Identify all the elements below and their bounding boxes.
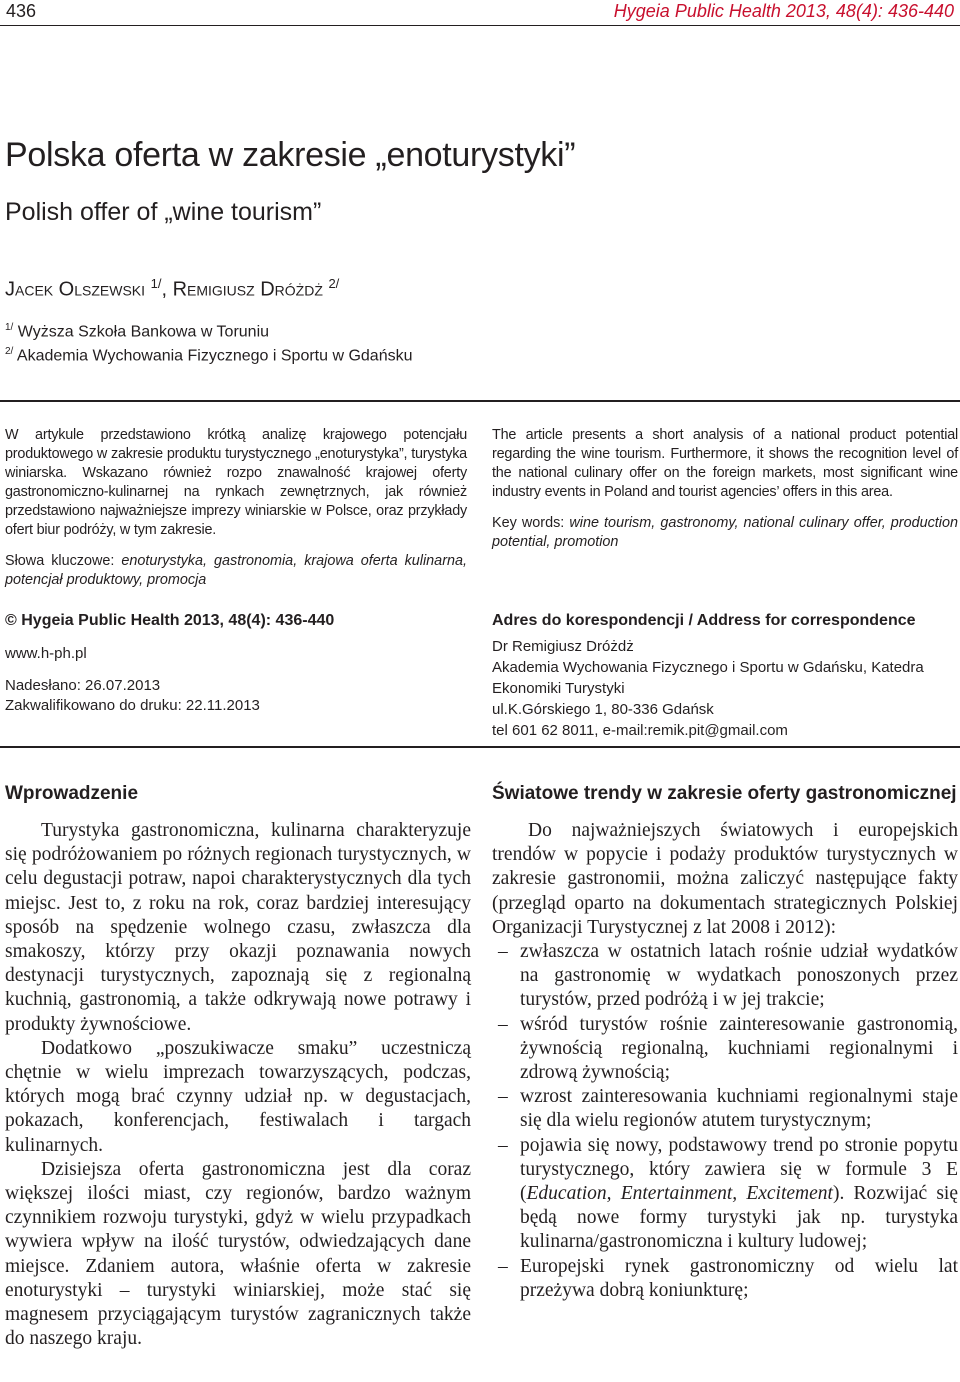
running-header <box>0 0 960 26</box>
correspondence-name: Dr Remigiusz Dróżdż <box>492 638 634 655</box>
affiliation-marker: 1/ <box>150 276 162 291</box>
keywords <box>492 514 958 552</box>
paragraph: Dzisiejsza oferta gastronomiczna jest dla coraz większej ilości miast, czy regionów, bardzo ważnym czynnikiem rozwoju turystyki, gdyż w wielu przypadkach wywiera wpływ na ilość turystów, odwiedzających dane miejsce. Zdaniem autora, właśnie oferta w zakresie enoturystyki – turystyki winiarskiej, może stać się magnesem przyciągającym turystów zagranicznych także do naszego kraju. <box>5 1158 471 1350</box>
paragraph: Turystyka gastronomiczna, kulinarna charakteryzuje się podróżowaniem po różnych regionach turystycznych, w celu degustacji potraw, napoi charakterystycznych dla tych miejsc. Jest to, z roku na rok, coraz bardziej interesujący sposób na spędzenie wolnego czasu, zwłaszcza dla smakoszy, którzy przy okazji poznawania nowych destynacji turystycznych, zapoznają się z regionalną kuchnią, gastronomią, a także odkrywają nowe potrawy i produkty żywnościowe. <box>5 820 471 1035</box>
list-item <box>492 1134 958 1255</box>
trends-list <box>492 940 958 1303</box>
section-heading: Światowe trendy w zakresie oferty gastronomicznej <box>492 783 957 804</box>
paragraph: Dodatkowo „poszukiwacze smaku” uczestniczą chętnie w wielu imprezach towarzyszących, podczas, których mogą brać czynny udział np. w degustacjach, pokazach, konferencjach, festiwalach i targach kulinarnych. <box>5 1037 471 1156</box>
correspondence-institution: Akademia Wychowania Fizycznego i Sportu w Gdańsku, Katedra Ekonomiki Turystyki <box>492 659 924 697</box>
correspondence-block <box>492 612 958 741</box>
affiliation-marker: 2/ <box>5 346 14 357</box>
author-separator: , <box>161 278 173 301</box>
list-item: – wśród turystów rośnie zainteresowanie gastronomią, żywnością regionalną, kuchniami regionalnymi i zdrową żywnością; <box>492 1013 958 1086</box>
list-item: – Europejski rynek gastronomiczny od wielu lat przeżywa dobrą koniunkturę; <box>492 1255 958 1303</box>
correspondence-street: ul.K.Górskiego 1, 80-336 Gdańsk <box>492 701 714 718</box>
divider <box>0 400 960 402</box>
list-item-text: pojawia się nowy, podstawowy trend po stronie popytu turystycznego, który zawiera się w formule 3 E ( <box>520 1134 958 1205</box>
journal-reference: Hygeia Public Health 2013, 48(4): 436-440 <box>613 1 954 21</box>
list-item-text: ). Rozwijać się będą nowe formy turystyki jak np. turystyka kulinarna/gastronomiczna i kultury ludowej; <box>520 1183 958 1253</box>
article-subtitle: Polish offer of „wine tourism” <box>5 198 322 226</box>
author-name: Remigiusz Dróżdż <box>172 278 323 301</box>
affiliation <box>5 346 413 365</box>
keywords-list: enoturystyka, gastronomia, krajowa oferta kulinarna, potencjał produktowy, promocja <box>5 553 467 588</box>
list-item-emphasis: Education, Entertainment, Excitement <box>526 1183 833 1205</box>
divider <box>0 746 960 748</box>
keywords-label: Słowa kluczowe: <box>5 553 122 569</box>
list-item: – zwłaszcza w ostatnich latach rośnie udział wydatków na gastronomię w wydatkach ponoszonych przez turystów, przed podróżą i w jej trakcie; <box>492 940 958 1013</box>
author-name: Jacek Olszewski <box>5 278 146 301</box>
keywords-label: Key words: <box>492 515 570 531</box>
affiliation-text: Akademia Wychowania Fizycznego i Sportu w Gdańsku <box>13 347 413 365</box>
intro-section <box>5 782 471 1351</box>
correspondence-heading: Adres do korespondencji / Address for correspondence <box>492 612 916 629</box>
abstract-polish <box>5 426 467 590</box>
paragraph: Do najważniejszych światowych i europejskich trendów w popycie i podaży produktów turystycznych w zakresie gastronomii, można zaliczyć następujące fakty (przegląd oparto na dokumentach strategicznych Polskiej Organizacji Turystycznej z lat 2008 i 2012): <box>492 820 958 938</box>
publication-info <box>5 612 475 716</box>
affiliation-text: Wyższa Szkoła Bankowa w Toruniu <box>13 323 270 341</box>
keywords <box>5 552 467 590</box>
copyright-line: © Hygeia Public Health 2013, 48(4): 436-440 <box>5 612 335 629</box>
author-list <box>5 276 339 302</box>
correspondence-contact[interactable]: tel 601 62 8011, e-mail:remik.pit@gmail.com <box>492 722 788 739</box>
affiliation-marker: 2/ <box>328 276 340 291</box>
trends-section <box>492 782 958 1303</box>
accepted-date: Zakwalifikowano do druku: 22.11.2013 <box>5 697 260 714</box>
keywords-list: wine tourism, gastronomy, national culinary offer, production potential, promotion <box>492 515 959 550</box>
page-number: 436 <box>6 1 37 21</box>
received-date: Nadesłano: 26.07.2013 <box>5 677 161 694</box>
abstract-english <box>492 426 958 552</box>
list-item: – wzrost zainteresowania kuchniami regionalnymi staje się dla wielu regionów atutem turystycznym; <box>492 1085 958 1133</box>
affiliation-marker: 1/ <box>5 322 14 333</box>
abstract-text: W artykule przedstawiono krótką analizę krajowego potencjału produktowego w zakresie produktu turystycznego „enoturystyka”, turystyka winiarska. Wskazano również rozpo znawalność krajowej oferty gastronomiczno-kulinarnej na rynkach zewnętrznych, jak również przedstawiono najważniejsze imprezy winiarskie w Polsce, oraz przykłady ofert biur podróży, w tym zakresie. <box>5 427 467 538</box>
spacer <box>5 664 475 676</box>
website-link[interactable]: www.h-ph.pl <box>5 645 87 662</box>
article-title: Polska oferta w zakresie „enoturystyki” <box>5 136 576 174</box>
section-heading: Wprowadzenie <box>5 783 139 804</box>
affiliation <box>5 322 269 341</box>
abstract-text: The article presents a short analysis of a national product potential regarding the wine tourism. Furthermore, it shows the recognition level of the national culinary offer on the foreign markets, most significant wine industry events in Poland and tourist agencies’ offers in this area. <box>492 427 958 500</box>
